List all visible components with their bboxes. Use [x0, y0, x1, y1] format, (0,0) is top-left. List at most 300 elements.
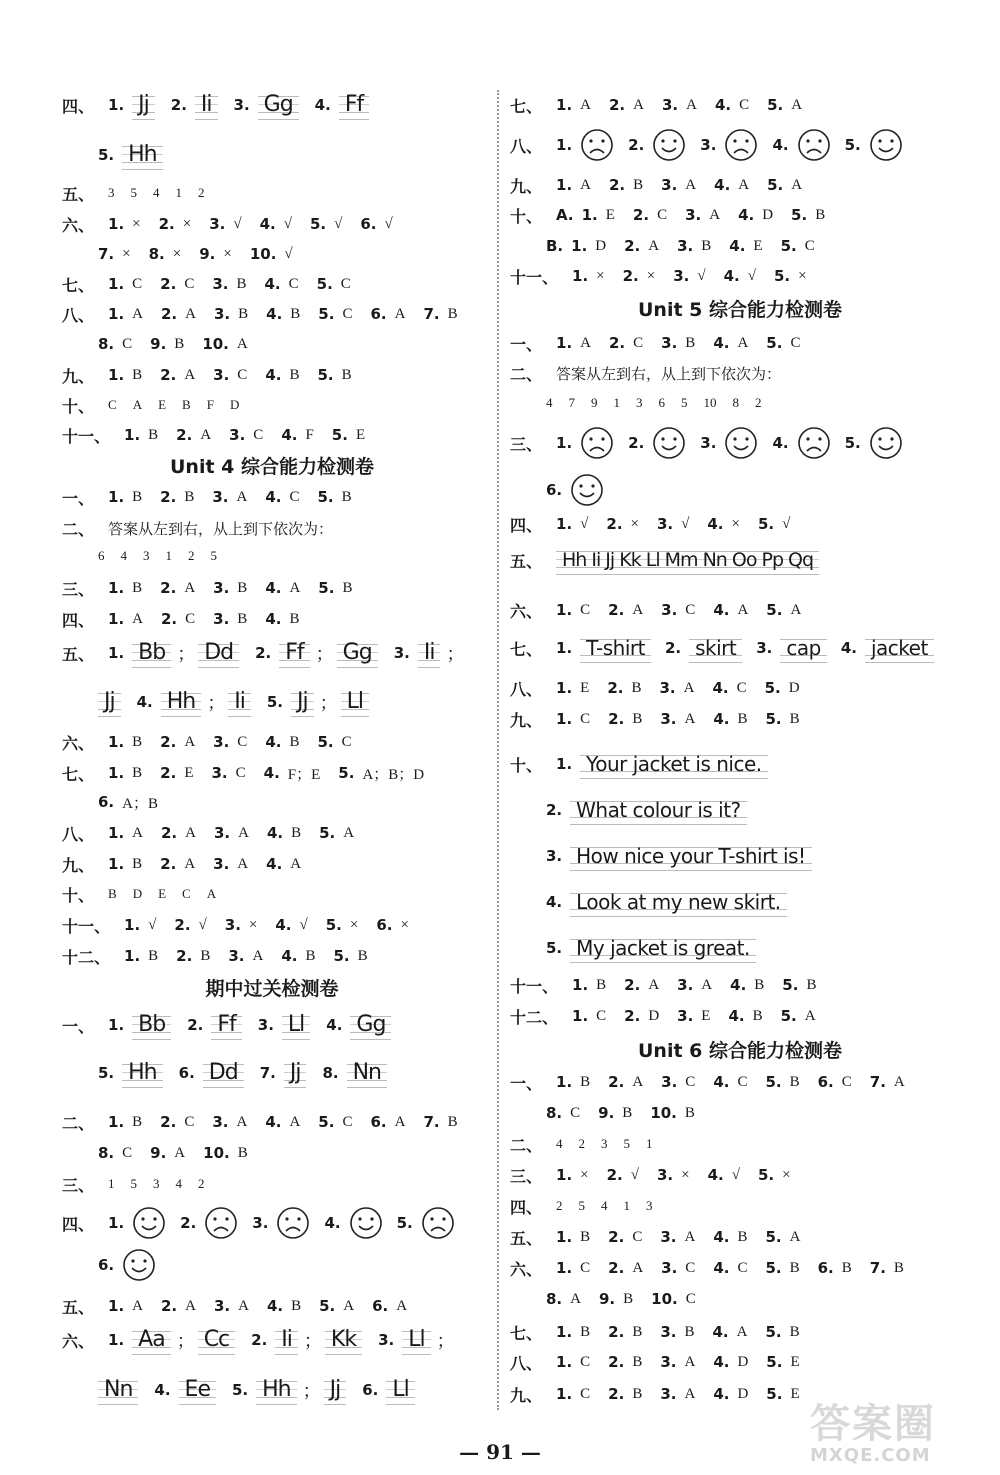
- answer-line: [510, 328, 818, 358]
- item-number: 3.: [212, 1113, 229, 1131]
- answer-line: [510, 595, 819, 625]
- question-number: 十、: [510, 755, 543, 775]
- item-number: 4.: [264, 275, 281, 293]
- answer-value: B: [580, 1073, 591, 1090]
- sequence-answer: B: [108, 886, 117, 901]
- answer-value: C: [685, 1259, 696, 1276]
- item-number: 2.: [160, 488, 177, 506]
- answer-value: √: [299, 916, 308, 933]
- item-number: 3.: [659, 679, 676, 697]
- item-number: 1.: [108, 579, 125, 597]
- item-number: 1.: [124, 947, 141, 965]
- item-number: 2.: [608, 1353, 625, 1371]
- answer-value: A: [580, 334, 591, 351]
- answer-value: B: [623, 1290, 634, 1307]
- answer-value: B: [684, 1323, 695, 1340]
- answer-value: B: [632, 1385, 643, 1402]
- sad-face-icon: [204, 1206, 238, 1240]
- smiley-face-icon: [570, 473, 604, 507]
- answer-value: B: [357, 947, 368, 964]
- item-number: 2.: [158, 215, 175, 233]
- answer-value: B: [184, 488, 195, 505]
- item-number: 5.: [317, 488, 334, 506]
- item-number: 1.: [556, 679, 573, 697]
- answer-value: C: [685, 1073, 696, 1090]
- answer-value: A: [184, 579, 196, 596]
- answer-value: ×: [172, 245, 182, 262]
- answer-value: A: [736, 1323, 748, 1340]
- answer-line: [62, 849, 319, 879]
- answer-value: A: [238, 824, 249, 841]
- sequence-answer: 7: [568, 395, 575, 410]
- item-number: 5.: [844, 136, 861, 154]
- separator: ；: [177, 644, 196, 665]
- question-number: 五、: [510, 1228, 543, 1248]
- separator: ；: [446, 644, 465, 665]
- item-number: 1.: [108, 1297, 125, 1315]
- item-number: 3.: [660, 1385, 677, 1403]
- answer-line: [62, 1291, 425, 1321]
- answer-value: B: [290, 305, 301, 322]
- answer-value: √: [782, 515, 791, 532]
- handwriting-answer: cap: [780, 633, 826, 663]
- question-number: 七、: [510, 639, 543, 659]
- item-number: 2.: [251, 1331, 268, 1349]
- answer-value: A: [289, 579, 301, 596]
- item-number: 5.: [780, 1007, 797, 1025]
- handwriting-answer: Jj: [291, 687, 314, 717]
- answer-value: A: [343, 1297, 355, 1314]
- section-heading: Unit 5 综合能力检测卷: [638, 299, 842, 321]
- item-number: 7.: [869, 1073, 886, 1091]
- item-number: 2.: [624, 237, 641, 255]
- handwriting-answer: Gg: [337, 638, 378, 668]
- item-number: 5.: [767, 176, 784, 194]
- answer-value: A: [804, 1007, 816, 1024]
- item-number: 2.: [628, 136, 645, 154]
- section-heading: Unit 4 综合能力检测卷: [170, 456, 374, 478]
- item-number: 4.: [713, 1353, 730, 1371]
- item-number: 5.: [765, 1323, 782, 1341]
- smiley-face-icon: [652, 128, 686, 162]
- answer-value: A: [396, 1297, 408, 1314]
- item-number: 5.: [396, 1214, 413, 1232]
- answer-value: B: [200, 947, 211, 964]
- answer-value: B: [132, 366, 143, 383]
- answer-value: B: [754, 976, 765, 993]
- answer-value: D: [595, 237, 607, 254]
- answer-value: A: [237, 855, 249, 872]
- item-number: 7.: [98, 245, 115, 263]
- item-number: 3.: [212, 275, 229, 293]
- item-number: 2.: [609, 176, 626, 194]
- sequence-answer: 3: [153, 1176, 160, 1191]
- answer-value: C: [184, 275, 195, 292]
- item-number: 2.: [161, 1297, 178, 1315]
- handwriting-answer: Ii: [275, 1325, 298, 1355]
- item-number: 3.: [213, 366, 230, 384]
- answer-line: [62, 941, 386, 971]
- smiley-face-icon: [349, 1206, 383, 1240]
- sequence-answer: 2: [198, 185, 205, 200]
- item-number: 5.: [782, 976, 799, 994]
- answer-value: B: [815, 206, 826, 223]
- item-number: 2.: [632, 206, 650, 224]
- item-number: 1.: [556, 96, 573, 114]
- answer-line: [98, 1138, 266, 1168]
- answer-value: B: [132, 579, 143, 596]
- smiley-face-icon: [652, 426, 686, 460]
- answer-value: A；B；D: [362, 766, 425, 783]
- item-number: 2.: [255, 644, 272, 662]
- item-number: 4.: [713, 1228, 730, 1246]
- item-number: 4.: [263, 764, 280, 782]
- item-number: 5.: [318, 305, 335, 323]
- answer-line: [62, 818, 372, 848]
- answer-line: [98, 541, 233, 571]
- item-number: 3.: [257, 1016, 274, 1034]
- item-number: 2.: [664, 639, 682, 657]
- item-number: 5.: [773, 267, 791, 285]
- item-number: 2.: [160, 275, 177, 293]
- answer-value: C: [737, 1073, 748, 1090]
- item-number: 8.: [98, 1144, 115, 1162]
- answer-value: A: [236, 488, 248, 505]
- answer-line: [510, 1001, 834, 1031]
- answer-value: B: [132, 733, 143, 750]
- item-number: B.: [546, 237, 564, 255]
- answer-value: C: [570, 1104, 581, 1121]
- answer-line: [98, 1375, 431, 1405]
- item-number: 2.: [176, 426, 193, 444]
- item-number: 5.: [317, 733, 334, 751]
- separator: ；: [315, 644, 334, 665]
- instruction-text: 答案从左到右，从上到下依次为：: [108, 519, 334, 538]
- answer-line: [62, 178, 221, 208]
- handwriting-answer: Your jacket is nice.: [580, 749, 767, 779]
- question-number: 三、: [62, 579, 95, 599]
- item-number: 5.: [765, 1259, 782, 1277]
- sequence-answer: B: [182, 397, 191, 412]
- item-number: 6.: [370, 1113, 387, 1131]
- answer-value: A: [632, 1073, 644, 1090]
- answer-value: A: [290, 855, 302, 872]
- answer-line: [62, 482, 370, 512]
- item-number: 9.: [150, 1144, 167, 1162]
- answer-line: [546, 790, 761, 830]
- item-number: 4.: [265, 610, 282, 628]
- answer-line: [546, 928, 770, 968]
- answer-value: A: [132, 824, 143, 841]
- item-number: 3.: [673, 267, 690, 285]
- item-number: 1.: [108, 1331, 125, 1349]
- answer-value: C: [737, 1259, 748, 1276]
- item-number: 5.: [766, 601, 783, 619]
- answer-value: F；E: [287, 766, 321, 783]
- answer-line: [510, 509, 808, 539]
- answer-value: A: [580, 176, 591, 193]
- item-number: 9.: [199, 245, 216, 263]
- item-number: 4.: [136, 693, 153, 711]
- item-number: 8.: [546, 1104, 563, 1122]
- sequence-answer: 3: [143, 548, 150, 563]
- question-number: 六、: [510, 601, 543, 621]
- sequence-answer: 4: [120, 548, 127, 563]
- sequence-answer: 2: [188, 548, 195, 563]
- section-heading: Unit 6 综合能力检测卷: [638, 1040, 842, 1062]
- item-number: 5.: [791, 206, 808, 224]
- smiley-face-icon: [869, 426, 903, 460]
- answer-value: B: [291, 1297, 302, 1314]
- handwriting-answer: Ll: [341, 687, 369, 717]
- question-number: 三、: [510, 434, 543, 454]
- answer-value: C: [288, 275, 299, 292]
- sequence-answer: E: [158, 886, 167, 901]
- handwriting-answer: Gg: [350, 1010, 391, 1040]
- item-number: 1.: [572, 1007, 589, 1025]
- item-number: 5.: [546, 939, 563, 957]
- question-number: 四、: [510, 1197, 543, 1217]
- answer-value: B: [237, 1144, 248, 1161]
- answer-value: A: [580, 96, 591, 113]
- answer-value: A: [685, 176, 697, 193]
- item-number: 3.: [228, 947, 245, 965]
- question-number: 八、: [510, 1353, 543, 1373]
- sequence-answer: 3: [646, 1198, 653, 1213]
- answer-line: [510, 200, 843, 230]
- answer-value: √: [384, 215, 393, 232]
- handwriting-answer: Nn: [347, 1058, 387, 1088]
- answer-value: √: [148, 916, 157, 933]
- answer-line: [62, 727, 370, 757]
- answer-value: C: [122, 335, 133, 352]
- item-number: 3.: [756, 639, 773, 657]
- item-number: 3.: [213, 305, 231, 323]
- answer-line: [98, 687, 385, 717]
- item-number: 5.: [309, 215, 327, 233]
- item-number: 6.: [98, 793, 115, 811]
- sequence-answer: 2: [556, 1198, 563, 1213]
- question-number: 五、: [62, 1297, 95, 1317]
- item-number: 4.: [281, 947, 298, 965]
- question-number: 十二、: [510, 1007, 559, 1027]
- question-number: 十、: [510, 206, 543, 226]
- answer-value: C: [580, 710, 591, 727]
- answer-value: A: [684, 1353, 696, 1370]
- answer-line: [62, 299, 476, 329]
- item-number: 6.: [98, 1256, 115, 1274]
- item-number: 1.: [556, 515, 573, 533]
- question-number: 四、: [62, 96, 95, 116]
- sequence-answer: 5: [681, 395, 688, 410]
- answer-value: B: [148, 947, 159, 964]
- answer-line: [62, 604, 317, 634]
- answer-value: E: [701, 1007, 711, 1024]
- sad-face-icon: [797, 128, 831, 162]
- item-number: 4.: [712, 1323, 729, 1341]
- answer-value: A: [684, 1228, 696, 1245]
- answer-value: √: [334, 215, 343, 232]
- question-number: 十二、: [62, 947, 111, 967]
- item-number: 9.: [598, 1104, 615, 1122]
- handwriting-answer: Aa: [132, 1325, 171, 1355]
- answer-value: C: [841, 1073, 852, 1090]
- answer-value: B: [447, 1113, 458, 1130]
- item-number: 4.: [772, 136, 789, 154]
- answer-value: A: [648, 237, 660, 254]
- handwriting-answer: Dd: [198, 638, 239, 668]
- question-number: 九、: [510, 710, 543, 730]
- item-number: 1.: [581, 206, 598, 224]
- answer-value: A: [632, 601, 644, 618]
- question-number: 三、: [62, 1175, 95, 1195]
- question-number: 十一、: [510, 267, 559, 287]
- answer-line: [62, 269, 369, 299]
- answer-value: B: [342, 579, 353, 596]
- answer-value: C: [237, 366, 248, 383]
- sequence-answer: 4: [556, 1136, 563, 1151]
- answer-value: ×: [349, 916, 359, 933]
- handwriting-answer: jacket: [865, 633, 934, 663]
- item-number: 10.: [651, 1290, 678, 1308]
- item-number: 1.: [556, 434, 573, 452]
- question-number: 十一、: [510, 976, 559, 996]
- question-number: 十、: [62, 396, 95, 416]
- separator: ；: [319, 693, 338, 714]
- item-number: 5.: [765, 1073, 782, 1091]
- answer-value: E: [753, 237, 763, 254]
- answer-value: A: [570, 1290, 581, 1307]
- handwriting-answer: Ii: [195, 90, 218, 120]
- item-number: 4.: [707, 1166, 724, 1184]
- watermark-text: 答案圈: [810, 1401, 936, 1447]
- answer-value: A: [790, 601, 802, 618]
- answer-value: B: [684, 1104, 695, 1121]
- item-number: 3.: [546, 847, 563, 865]
- answer-value: A: [791, 96, 803, 113]
- column-divider: [497, 90, 499, 1410]
- item-number: 3.: [229, 426, 246, 444]
- answer-line: [510, 1347, 818, 1377]
- item-number: 5.: [757, 515, 775, 533]
- answer-value: B: [289, 733, 300, 750]
- item-number: 10.: [202, 335, 229, 353]
- item-number: 2.: [606, 515, 623, 533]
- answer-line: [510, 545, 835, 575]
- item-number: 3.: [700, 136, 717, 154]
- item-number: 2.: [170, 96, 187, 114]
- item-number: 3.: [660, 1228, 677, 1246]
- answer-value: B: [633, 176, 644, 193]
- handwriting-answer: Jj: [132, 90, 155, 120]
- item-number: 3.: [661, 334, 678, 352]
- answer-line: [62, 360, 370, 390]
- item-number: 1.: [124, 916, 141, 934]
- sequence-answer: 4: [546, 395, 553, 410]
- question-number: 六、: [62, 733, 95, 753]
- question-number: 九、: [510, 176, 543, 196]
- handwriting-answer: Ii: [228, 687, 251, 717]
- item-number: 5.: [766, 1385, 783, 1403]
- item-number: 7.: [869, 1259, 886, 1277]
- item-number: 1.: [556, 1353, 573, 1371]
- watermark-logo: [810, 1392, 990, 1470]
- answer-value: ×: [782, 1166, 791, 1183]
- item-number: 1.: [108, 764, 125, 782]
- sequence-answer: 4: [601, 1198, 608, 1213]
- item-number: 5.: [338, 764, 355, 782]
- item-number: 3.: [661, 96, 679, 114]
- item-number: 4.: [266, 824, 284, 842]
- sequence-answer: C: [182, 886, 191, 901]
- item-number: 5.: [325, 916, 342, 934]
- item-number: 4.: [713, 334, 730, 352]
- separator: ；: [176, 1331, 195, 1352]
- answer-value: C: [342, 1113, 353, 1130]
- separator: ；: [207, 693, 226, 714]
- answer-value: B: [622, 1104, 633, 1121]
- answer-value: A: [632, 1259, 644, 1276]
- answer-value: D: [737, 1385, 749, 1402]
- handwriting-answer: Jj: [98, 687, 121, 717]
- answer-value: B: [291, 824, 302, 841]
- answer-value: A: [132, 1297, 143, 1314]
- item-number: 4.: [265, 488, 282, 506]
- answer-value: A: [394, 305, 406, 322]
- item-number: 3.: [685, 206, 702, 224]
- item-number: 5.: [766, 1353, 783, 1371]
- handwriting-answer: Dd: [203, 1058, 244, 1088]
- answer-line: [546, 1284, 714, 1314]
- answer-value: B: [789, 1073, 800, 1090]
- sequence-answer: 1: [623, 1198, 631, 1213]
- answer-value: D: [762, 206, 774, 223]
- answer-value: C: [253, 426, 264, 443]
- answer-value: C: [685, 601, 696, 618]
- answer-value: C: [580, 1353, 591, 1370]
- answer-line: [546, 1098, 713, 1128]
- answer-value: ×: [731, 515, 740, 532]
- item-number: A.: [556, 206, 574, 224]
- answer-line: [62, 910, 427, 940]
- item-number: 2.: [609, 96, 626, 114]
- sequence-answer: 1: [613, 395, 620, 410]
- item-number: 10.: [650, 1104, 677, 1122]
- answer-value: C: [739, 96, 750, 113]
- answer-value: B: [737, 710, 748, 727]
- item-number: 6.: [370, 305, 387, 323]
- answer-line: [510, 673, 818, 703]
- item-number: 5.: [318, 1113, 335, 1131]
- item-number: 2.: [608, 1073, 625, 1091]
- answer-value: A: [893, 1073, 905, 1090]
- answer-value: C: [685, 1290, 696, 1307]
- item-number: 1.: [108, 855, 125, 873]
- answer-value: √: [283, 215, 292, 232]
- answer-value: ×: [630, 515, 639, 532]
- sequence-answer: 1: [108, 1176, 115, 1191]
- item-number: 2.: [174, 916, 191, 934]
- answer-value: B: [132, 764, 143, 781]
- item-number: 2.: [606, 1166, 623, 1184]
- handwriting-answer: Hh: [161, 687, 202, 717]
- item-number: 1.: [572, 267, 589, 285]
- answer-value: ×: [400, 916, 409, 933]
- item-number: 2.: [607, 679, 624, 697]
- item-number: 2.: [624, 1007, 641, 1025]
- item-number: 1.: [556, 1073, 573, 1091]
- question-number: 九、: [510, 1385, 543, 1405]
